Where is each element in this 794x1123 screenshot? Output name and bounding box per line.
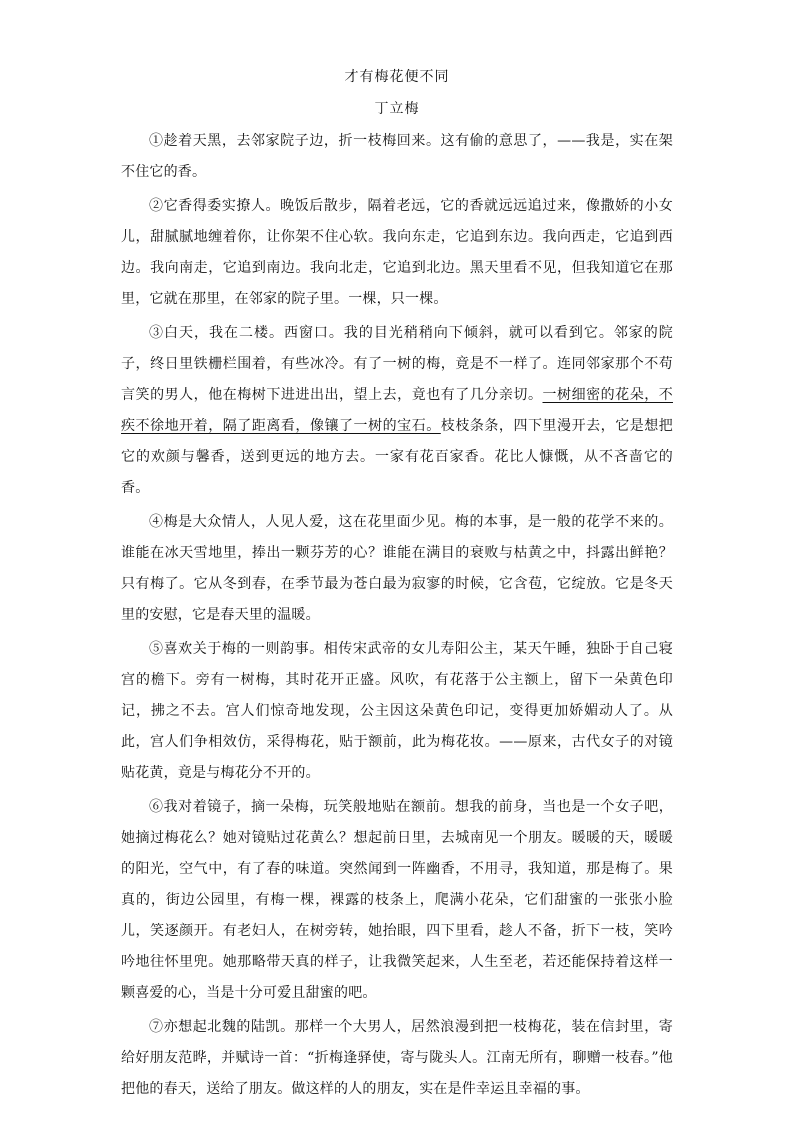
paragraph-1: ①趁着天黑，去邻家院子边，折一枝梅回来。这有偷的意思了，——我是，实在架不住它的香。 bbox=[121, 133, 673, 180]
paragraph-3 bbox=[121, 318, 673, 504]
paragraph-2: ②它香得委实撩人。晚饭后散步，隔着老远，它的香就远远追过来，像撒娇的小女儿，甜腻腻地缠着你，让你架不住心软。我向东走，它追到东边。我向西走，它追到西边。我向南走，它追到南边。我向北走，它追到北边。黑天里看不见，但我知道它在那里，它就在那里，在邻家的院子里。一棵，只一棵。 bbox=[121, 198, 673, 307]
paragraph-3-text-before: ③白天，我在二楼。西窗口。我的目光稍稍向下倾斜，就可以看到它。邻家的院子，终日里铁栅栏围着，有些冰冷。有了一树的梅，竟是不一样了。连同邻家那个不苟言笑的男人，他在梅树下进进出出，望上去，竟也有了几分亲切。 bbox=[121, 325, 673, 403]
paragraph-5: ⑤喜欢关于梅的一则韵事。相传宋武帝的女儿寿阳公主，某天午睡，独卧于自己寝宫的檐下。旁有一树梅，其时花开正盛。风吹，有花落于公主额上，留下一朵黄色印记，拂之不去。宫人们惊奇地发现，公主因这朵黄色印记，变得更加娇媚动人了。从此，宫人们争相效仿，采得梅花，贴于额前，此为梅花妆。——原来，古代女子的对镜贴花黄，竟是与梅花分不开的。 bbox=[121, 641, 673, 781]
article-author: 丁立梅 bbox=[374, 101, 420, 117]
paragraph-7: ⑦亦想起北魏的陆凯。那样一个大男人，居然浪漫到把一枝梅花，装在信封里，寄给好朋友范晔，并赋诗一首：“折梅逢驿使，寄与陇头人。江南无所有，聊赠一枝春。”他把他的春天，送给了朋友。做这样的人的朋友，实在是件幸运且幸福的事。 bbox=[121, 1019, 673, 1097]
article-body bbox=[121, 126, 673, 1108]
paragraph-4: ④梅是大众情人，人见人爱，这在花里面少见。梅的本事，是一般的花学不来的。谁能在冰天雪地里，捧出一颗芬芳的心？谁能在满目的衰败与枯黄之中，抖露出鲜艳？只有梅了。它从冬到春，在季节最为苍白最为寂寥的时候，它含苞，它绽放。它是冬天里的安慰，它是春天里的温暖。 bbox=[121, 514, 673, 623]
paragraph-6: ⑥我对着镜子，摘一朵梅，玩笑般地贴在额前。想我的前身，当也是一个女子吧，她摘过梅花么？她对镜贴过花黄么？想起前日里，去城南见一个朋友。暖暖的天，暖暖的阳光，空气中，有了春的味道。突然闻到一阵幽香，不用寻，我知道，那是梅了。果真的，街边公园里，有梅一棵，裸露的枝条上，爬满小花朵，它们甜蜜的一张张小脸儿，笑逐颜开。有老妇人，在树旁转，她抬眼，四下里看，趁人不备，折下一枝，笑吟吟地往怀里兜。她那略带天真的样子，让我微笑起来，人生至老，若还能保持着这样一颗喜爱的心，当是十分可爱且甜蜜的吧。 bbox=[121, 799, 673, 1001]
underlined-sentence: 一树细密的花朵，不疾不徐地开着，隔了距离看，像镶了一树的宝石。 bbox=[121, 387, 673, 434]
paragraph-3-text-after: 枝枝条条，四下里漫开去，它是想把它的欢颜与馨香，送到更远的地方去。一家有花百家香。花比人慷慨，从不吝啬它的香。 bbox=[121, 418, 674, 496]
article-title: 才有梅花便不同 bbox=[344, 69, 450, 85]
